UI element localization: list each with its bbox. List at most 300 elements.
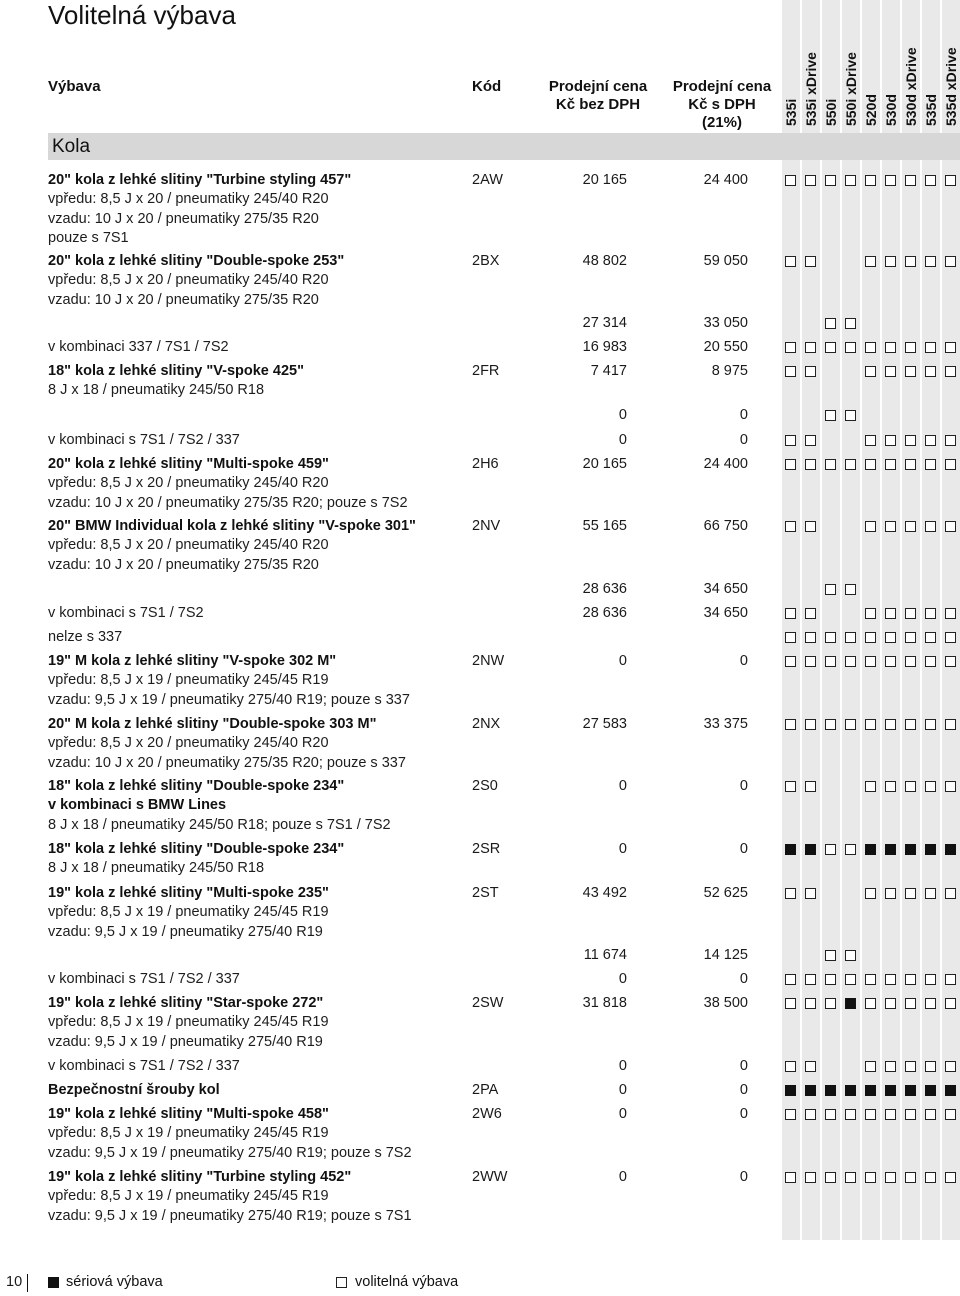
price-no-vat: 0 (618, 1169, 627, 1185)
model-column-strip (922, 0, 940, 1240)
optional-equipment-mark (785, 719, 796, 730)
equipment-name: 18" kola z lehké slitiny "Double-spoke 234" (48, 778, 345, 794)
standard-equipment-mark (865, 1085, 876, 1096)
optional-equipment-mark (825, 318, 836, 329)
model-column-strip (842, 0, 860, 1240)
optional-equipment-mark (905, 366, 916, 377)
equipment-name: v kombinaci s 7S1 / 7S2 / 337 (48, 971, 240, 987)
price-no-vat: 0 (618, 407, 627, 423)
option-code: 2W6 (472, 1106, 502, 1122)
equipment-name: 19" kola z lehké slitiny "Multi-spoke 458" (48, 1106, 329, 1122)
option-code: 2FR (472, 363, 500, 379)
optional-equipment-mark (865, 175, 876, 186)
optional-equipment-mark (805, 719, 816, 730)
equipment-name: 19" kola z lehké slitiny "Multi-spoke 235" (48, 885, 329, 901)
optional-equipment-mark (785, 888, 796, 899)
standard-equipment-mark (785, 1085, 796, 1096)
optional-equipment-mark (925, 1109, 936, 1120)
equipment-name: v kombinaci 337 / 7S1 / 7S2 (48, 339, 229, 355)
option-code: 2NV (472, 518, 501, 534)
optional-equipment-mark (865, 1061, 876, 1072)
optional-equipment-mark (945, 608, 956, 619)
optional-equipment-mark (885, 366, 896, 377)
option-code: 2SW (472, 995, 504, 1011)
price-with-vat: 24 400 (703, 456, 748, 472)
optional-equipment-mark (845, 175, 856, 186)
optional-equipment-mark (925, 632, 936, 643)
model-label: 520d (863, 94, 879, 126)
equipment-detail: 8 J x 18 / pneumatiky 245/50 R18 (48, 860, 265, 877)
optional-equipment-mark (885, 998, 896, 1009)
standard-equipment-mark (865, 844, 876, 855)
optional-equipment-mark (785, 1172, 796, 1183)
optional-equipment-mark (825, 584, 836, 595)
optional-equipment-mark (825, 656, 836, 667)
optional-equipment-mark (885, 175, 896, 186)
equipment-name: 20" kola z lehké slitiny "Double-spoke 253" (48, 253, 345, 269)
equipment-name: 20" BMW Individual kola z lehké slitiny "V-spoke 301" (48, 518, 416, 534)
price-no-vat: 27 314 (582, 315, 627, 331)
optional-equipment-mark (925, 175, 936, 186)
price-no-vat: 28 636 (582, 605, 627, 621)
model-column-strip (822, 0, 840, 1240)
optional-equipment-mark (925, 521, 936, 532)
optional-equipment-mark (925, 656, 936, 667)
equipment-name: v kombinaci s 7S1 / 7S2 (48, 605, 204, 621)
optional-equipment-mark (785, 521, 796, 532)
price-with-vat: 0 (739, 1082, 748, 1098)
optional-equipment-mark (805, 459, 816, 470)
optional-equipment-mark (805, 974, 816, 985)
equipment-detail: 8 J x 18 / pneumatiky 245/50 R18; pouze s 7S1 / 7S2 (48, 816, 391, 833)
section-title: Kola (52, 136, 91, 157)
optional-equipment-mark (805, 781, 816, 792)
equipment-name: 20" kola z lehké slitiny "Turbine styling 457" (48, 172, 352, 188)
optional-equipment-mark (925, 459, 936, 470)
optional-equipment-mark (885, 521, 896, 532)
option-code: 2PA (472, 1082, 499, 1098)
optional-equipment-mark (905, 521, 916, 532)
equipment-detail: vzadu: 10 J x 20 / pneumatiky 275/35 R20 (48, 291, 319, 308)
price-no-vat: 7 417 (590, 363, 627, 379)
option-code: 2H6 (472, 456, 499, 472)
optional-equipment-mark (945, 1061, 956, 1072)
model-label: 535d xDrive (943, 47, 959, 126)
standard-equipment-mark (805, 844, 816, 855)
optional-equipment-mark (885, 974, 896, 985)
standard-equipment-mark (905, 1085, 916, 1096)
header-price-no-vat (536, 78, 660, 114)
optional-equipment-mark (805, 998, 816, 1009)
optional-equipment-mark (885, 435, 896, 446)
header-price-no-vat-line1: Prodejní cena (548, 78, 648, 95)
price-with-vat: 0 (739, 841, 748, 857)
optional-equipment-mark (785, 656, 796, 667)
optional-equipment-mark (845, 318, 856, 329)
optional-equipment-mark (785, 974, 796, 985)
standard-equipment-mark (885, 844, 896, 855)
optional-equipment-mark (885, 1109, 896, 1120)
optional-equipment-mark (805, 435, 816, 446)
optional-equipment-mark (905, 1172, 916, 1183)
equipment-name: 18" kola z lehké slitiny "Double-spoke 234" (48, 841, 345, 857)
optional-equipment-mark (845, 1172, 856, 1183)
price-no-vat: 27 583 (582, 716, 627, 732)
option-code: 2ST (472, 885, 499, 901)
optional-equipment-mark (905, 888, 916, 899)
optional-equipment-mark (845, 1109, 856, 1120)
model-label: 530d xDrive (903, 47, 919, 126)
optional-equipment-mark (945, 888, 956, 899)
price-with-vat: 0 (739, 407, 748, 423)
optional-equipment-mark (945, 1172, 956, 1183)
optional-equipment-mark (785, 1061, 796, 1072)
option-code: 2WW (472, 1169, 508, 1185)
price-no-vat (528, 628, 627, 647)
standard-legend-icon (48, 1277, 59, 1288)
page-number: 10 (6, 1274, 23, 1290)
optional-equipment-mark (905, 998, 916, 1009)
model-column-strip (782, 0, 800, 1240)
optional-equipment-mark (925, 256, 936, 267)
optional-equipment-mark (945, 435, 956, 446)
price-with-vat: 0 (739, 432, 748, 448)
optional-equipment-mark (865, 632, 876, 643)
header-equipment: Výbava (48, 78, 101, 95)
optional-equipment-mark (825, 1172, 836, 1183)
header-price-vat-line3: (21%) (701, 114, 742, 131)
optional-equipment-mark (825, 998, 836, 1009)
optional-equipment-mark (945, 656, 956, 667)
optional-equipment-mark (925, 1172, 936, 1183)
model-column-strip (902, 0, 920, 1240)
price-no-vat: 28 636 (582, 581, 627, 597)
optional-equipment-mark (885, 256, 896, 267)
price-with-vat: 8 975 (711, 363, 748, 379)
equipment-detail: vzadu: 9,5 J x 19 / pneumatiky 275/40 R19 (48, 1033, 323, 1050)
equipment-name: 19" kola z lehké slitiny "Star-spoke 272" (48, 995, 324, 1011)
equipment-detail: vzadu: 10 J x 20 / pneumatiky 275/35 R20; pouze s 7S2 (48, 494, 408, 511)
price-with-vat: 0 (739, 653, 748, 669)
equipment-detail: vzadu: 10 J x 20 / pneumatiky 275/35 R20 (48, 556, 319, 573)
optional-equipment-mark (825, 410, 836, 421)
optional-equipment-mark (805, 256, 816, 267)
equipment-name: 19" kola z lehké slitiny "Turbine styling 452" (48, 1169, 352, 1185)
optional-equipment-mark (925, 781, 936, 792)
price-no-vat: 0 (618, 432, 627, 448)
optional-equipment-mark (945, 256, 956, 267)
equipment-detail: vpředu: 8,5 J x 19 / pneumatiky 245/45 R19 (48, 1014, 329, 1031)
optional-equipment-mark (925, 608, 936, 619)
legend-optional: volitelná výbava (355, 1274, 459, 1290)
optional-equipment-mark (925, 719, 936, 730)
optional-equipment-mark (885, 459, 896, 470)
option-code: 2BX (472, 253, 500, 269)
equipment-detail: vzadu: 9,5 J x 19 / pneumatiky 275/40 R19 (48, 923, 323, 940)
model-label: 535d (923, 94, 939, 126)
optional-equipment-mark (845, 410, 856, 421)
option-code: 2SR (472, 841, 501, 857)
equipment-detail: v kombinaci s BMW Lines (48, 797, 227, 814)
equipment-detail: vpředu: 8,5 J x 19 / pneumatiky 245/45 R19 (48, 672, 329, 689)
price-with-vat: 33 375 (703, 716, 748, 732)
optional-equipment-mark (845, 950, 856, 961)
price-with-vat: 38 500 (703, 995, 748, 1011)
optional-equipment-mark (905, 1061, 916, 1072)
optional-equipment-mark (905, 1109, 916, 1120)
optional-equipment-mark (825, 632, 836, 643)
model-column-strip (862, 0, 880, 1240)
equipment-detail: vpředu: 8,5 J x 20 / pneumatiky 245/40 R20 (48, 191, 329, 208)
optional-equipment-mark (845, 459, 856, 470)
standard-equipment-mark (925, 844, 936, 855)
optional-equipment-mark (785, 781, 796, 792)
optional-equipment-mark (905, 608, 916, 619)
optional-equipment-mark (945, 175, 956, 186)
optional-equipment-mark (925, 366, 936, 377)
optional-equipment-mark (905, 435, 916, 446)
optional-equipment-mark (865, 656, 876, 667)
optional-equipment-mark (805, 1109, 816, 1120)
optional-equipment-mark (825, 1109, 836, 1120)
optional-equipment-mark (945, 781, 956, 792)
optional-equipment-mark (885, 608, 896, 619)
optional-equipment-mark (865, 998, 876, 1009)
optional-equipment-mark (785, 366, 796, 377)
page-title: Volitelná výbava (48, 0, 236, 30)
price-no-vat: 0 (618, 778, 627, 794)
price-with-vat: 33 050 (703, 315, 748, 331)
optional-equipment-mark (905, 175, 916, 186)
price-with-vat: 0 (739, 971, 748, 987)
price-with-vat: 24 400 (703, 172, 748, 188)
equipment-detail: vpředu: 8,5 J x 19 / pneumatiky 245/45 R19 (48, 1188, 329, 1205)
optional-equipment-mark (865, 781, 876, 792)
optional-equipment-mark (805, 632, 816, 643)
price-no-vat: 31 818 (582, 995, 627, 1011)
optional-equipment-mark (905, 342, 916, 353)
price-no-vat: 20 165 (582, 456, 627, 472)
model-label: 550i (823, 98, 839, 126)
section-bar (48, 133, 960, 160)
optional-equipment-mark (885, 1061, 896, 1072)
equipment-detail: vzadu: 10 J x 20 / pneumatiky 275/35 R20; pouze s 337 (48, 754, 406, 771)
price-no-vat: 20 165 (582, 172, 627, 188)
optional-equipment-mark (865, 888, 876, 899)
option-code: 2AW (472, 172, 503, 188)
equipment-name: v kombinaci s 7S1 / 7S2 / 337 (48, 432, 240, 448)
price-no-vat: 11 674 (583, 947, 627, 963)
optional-equipment-mark (865, 366, 876, 377)
optional-equipment-mark (945, 974, 956, 985)
model-label: 530d (883, 94, 899, 126)
equipment-name: Bezpečnostní šrouby kol (48, 1082, 220, 1098)
optional-equipment-mark (885, 632, 896, 643)
standard-equipment-mark (885, 1085, 896, 1096)
standard-equipment-mark (805, 1085, 816, 1096)
optional-equipment-mark (925, 998, 936, 1009)
optional-equipment-mark (905, 632, 916, 643)
optional-equipment-mark (885, 719, 896, 730)
price-with-vat: 52 625 (703, 885, 748, 901)
price-no-vat: 0 (618, 1082, 627, 1098)
standard-equipment-mark (825, 1085, 836, 1096)
optional-equipment-mark (785, 998, 796, 1009)
price-with-vat: 14 125 (703, 947, 748, 963)
price-no-vat: 48 802 (582, 253, 627, 269)
price-with-vat: 0 (739, 1106, 748, 1122)
optional-equipment-mark (945, 342, 956, 353)
optional-equipment-mark (865, 608, 876, 619)
header-price-vat (660, 78, 784, 132)
optional-equipment-mark (805, 366, 816, 377)
optional-equipment-mark (785, 342, 796, 353)
optional-equipment-mark (805, 175, 816, 186)
header-price-vat-line1: Prodejní cena (672, 78, 772, 95)
price-with-vat: 20 550 (703, 339, 748, 355)
equipment-detail: vpředu: 8,5 J x 19 / pneumatiky 245/45 R19 (48, 1125, 329, 1142)
equipment-name: 20" kola z lehké slitiny "Multi-spoke 459" (48, 456, 329, 472)
optional-equipment-mark (805, 1172, 816, 1183)
equipment-detail: vpředu: 8,5 J x 19 / pneumatiky 245/45 R19 (48, 904, 329, 921)
optional-equipment-mark (865, 342, 876, 353)
optional-equipment-mark (785, 632, 796, 643)
optional-equipment-mark (785, 1109, 796, 1120)
optional-equipment-mark (785, 435, 796, 446)
equipment-detail: vzadu: 9,5 J x 19 / pneumatiky 275/40 R19; pouze s 7S1 (48, 1207, 412, 1224)
model-column-strip (882, 0, 900, 1240)
optional-legend-icon (336, 1277, 347, 1288)
optional-equipment-mark (905, 719, 916, 730)
price-with-vat: 59 050 (703, 253, 748, 269)
optional-equipment-mark (805, 342, 816, 353)
optional-equipment-mark (905, 256, 916, 267)
equipment-detail: vpředu: 8,5 J x 20 / pneumatiky 245/40 R20 (48, 735, 329, 752)
equipment-name: 18" kola z lehké slitiny "V-spoke 425" (48, 363, 304, 379)
standard-equipment-mark (925, 1085, 936, 1096)
equipment-detail: vpředu: 8,5 J x 20 / pneumatiky 245/40 R20 (48, 537, 329, 554)
optional-equipment-mark (865, 974, 876, 985)
price-with-vat: 34 650 (703, 581, 748, 597)
model-column-strip (942, 0, 960, 1240)
price-with-vat: 34 650 (703, 605, 748, 621)
standard-equipment-mark (945, 1085, 956, 1096)
optional-equipment-mark (885, 656, 896, 667)
optional-equipment-mark (845, 342, 856, 353)
model-label: 535i xDrive (803, 52, 819, 126)
standard-equipment-mark (945, 844, 956, 855)
standard-equipment-mark (845, 998, 856, 1009)
equipment-detail: vzadu: 9,5 J x 19 / pneumatiky 275/40 R19; pouze s 337 (48, 691, 410, 708)
price-with-vat: 0 (739, 778, 748, 794)
optional-equipment-mark (825, 342, 836, 353)
optional-equipment-mark (865, 435, 876, 446)
optional-equipment-mark (785, 459, 796, 470)
equipment-detail: vpředu: 8,5 J x 20 / pneumatiky 245/40 R20 (48, 475, 329, 492)
price-no-vat: 0 (618, 971, 627, 987)
optional-equipment-mark (785, 175, 796, 186)
equipment-name: 20" M kola z lehké slitiny "Double-spoke 303 M" (48, 716, 377, 732)
price-no-vat: 55 165 (582, 518, 627, 534)
equipment-name: v kombinaci s 7S1 / 7S2 / 337 (48, 1058, 240, 1074)
optional-equipment-mark (825, 974, 836, 985)
optional-equipment-mark (845, 719, 856, 730)
price-no-vat: 0 (618, 841, 627, 857)
optional-equipment-mark (925, 1061, 936, 1072)
optional-equipment-mark (885, 888, 896, 899)
header-price-vat-line2: Kč s DPH (688, 96, 756, 113)
optional-equipment-mark (845, 974, 856, 985)
price-no-vat: 16 983 (582, 339, 627, 355)
optional-equipment-mark (825, 719, 836, 730)
equipment-detail: vpředu: 8,5 J x 20 / pneumatiky 245/40 R20 (48, 272, 329, 289)
equipment-detail: 8 J x 18 / pneumatiky 245/50 R18 (48, 382, 265, 399)
price-no-vat: 0 (618, 1106, 627, 1122)
optional-equipment-mark (945, 366, 956, 377)
standard-equipment-mark (785, 844, 796, 855)
model-label: 550i xDrive (843, 52, 859, 126)
optional-equipment-mark (905, 974, 916, 985)
optional-equipment-mark (865, 719, 876, 730)
equipment-name: nelze s 337 (48, 629, 123, 645)
legend-standard: sériová výbava (66, 1274, 163, 1290)
optional-equipment-mark (805, 888, 816, 899)
header-price-no-vat-line2: Kč bez DPH (555, 96, 641, 113)
optional-equipment-mark (825, 950, 836, 961)
page-number-divider (27, 1274, 28, 1292)
optional-equipment-mark (945, 521, 956, 532)
header-code: Kód (472, 78, 502, 95)
optional-equipment-mark (885, 781, 896, 792)
equipment-detail: vzadu: 10 J x 20 / pneumatiky 275/35 R20 (48, 210, 319, 227)
optional-equipment-mark (785, 256, 796, 267)
standard-equipment-mark (905, 844, 916, 855)
model-label: 535i (783, 98, 799, 126)
optional-equipment-mark (945, 459, 956, 470)
equipment-detail: pouze s 7S1 (48, 229, 129, 246)
optional-equipment-mark (805, 521, 816, 532)
optional-equipment-mark (845, 844, 856, 855)
optional-equipment-mark (925, 888, 936, 899)
optional-equipment-mark (865, 1109, 876, 1120)
optional-equipment-mark (905, 781, 916, 792)
optional-equipment-mark (945, 632, 956, 643)
price-with-vat: 0 (739, 1169, 748, 1185)
optional-equipment-mark (945, 1109, 956, 1120)
price-with-vat (648, 628, 748, 647)
optional-equipment-mark (805, 1061, 816, 1072)
optional-equipment-mark (885, 1172, 896, 1183)
optional-equipment-mark (925, 342, 936, 353)
optional-equipment-mark (845, 656, 856, 667)
optional-equipment-mark (865, 521, 876, 532)
optional-equipment-mark (865, 256, 876, 267)
option-code: 2NX (472, 716, 501, 732)
equipment-name: 19" M kola z lehké slitiny "V-spoke 302 M" (48, 653, 337, 669)
optional-equipment-mark (805, 656, 816, 667)
optional-equipment-mark (825, 844, 836, 855)
standard-equipment-mark (845, 1085, 856, 1096)
option-code: 2NW (472, 653, 505, 669)
price-no-vat: 43 492 (582, 885, 627, 901)
price-no-vat: 0 (618, 653, 627, 669)
optional-equipment-mark (845, 584, 856, 595)
optional-equipment-mark (865, 1172, 876, 1183)
optional-equipment-mark (825, 459, 836, 470)
optional-equipment-mark (925, 435, 936, 446)
optional-equipment-mark (885, 342, 896, 353)
equipment-detail: vzadu: 9,5 J x 19 / pneumatiky 275/40 R19; pouze s 7S2 (48, 1144, 412, 1161)
